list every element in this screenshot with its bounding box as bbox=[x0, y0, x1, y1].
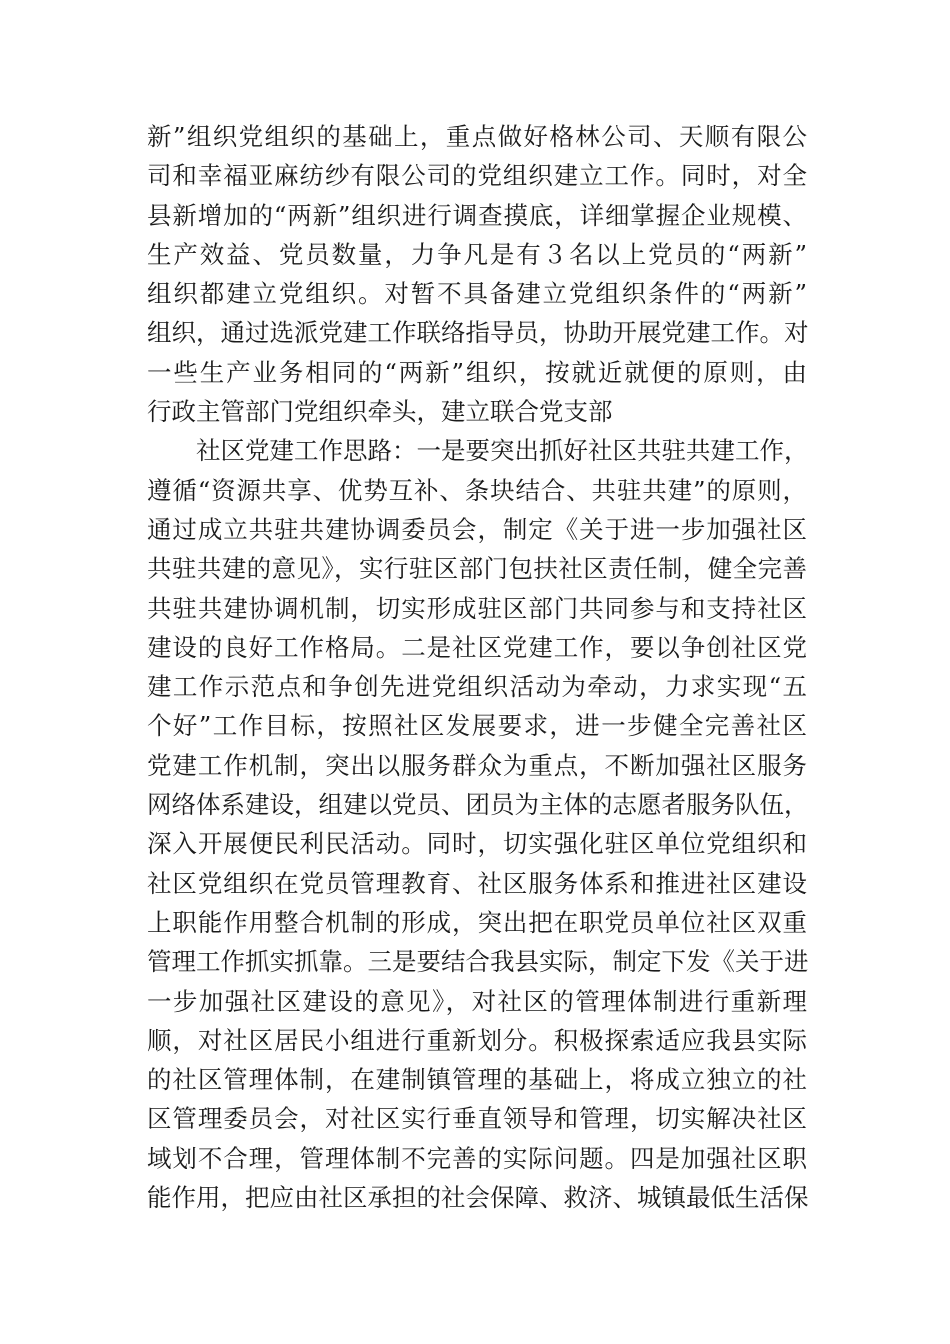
text-line: 建工作示范点和争创先进党组织活动为牵动，力求实现“五 bbox=[147, 672, 807, 702]
text-line: 区管理委员会，对社区实行垂直领导和管理，切实解决社区 bbox=[147, 1104, 807, 1134]
text-line: 管理工作抓实抓靠。三是要结合我县实际，制定下发《关于进 bbox=[147, 947, 809, 977]
text-line: 遵循“资源共享、优势互补、条块结合、共驻共建”的原则， bbox=[147, 475, 807, 505]
text-line: 的社区管理体制，在建制镇管理的基础上，将成立独立的社 bbox=[147, 1065, 807, 1095]
text-line: 生产效益、党员数量，力争凡是有３名以上党员的“两新” bbox=[147, 239, 807, 269]
text-line: 通过成立共驻共建协调委员会，制定《关于进一步加强社区 bbox=[147, 514, 807, 544]
text-line: 域划不合理，管理体制不完善的实际问题。四是加强社区职 bbox=[147, 1143, 807, 1173]
text-line: 司和幸福亚麻纺纱有限公司的党组织建立工作。同时，对全 bbox=[147, 161, 807, 191]
text-line: 网络体系建设，组建以党员、团员为主体的志愿者服务队伍， bbox=[147, 790, 809, 820]
text-line: 社区党组织在党员管理教育、社区服务体系和推进社区建设 bbox=[147, 868, 807, 898]
text-line: 建设的良好工作格局。二是社区党建工作，要以争创社区党 bbox=[147, 632, 807, 662]
text-line: 新”组织党组织的基础上，重点做好格林公司、天顺有限公 bbox=[147, 122, 807, 151]
text-line: 党建工作机制，突出以服务群众为重点，不断加强社区服务 bbox=[147, 750, 807, 780]
text-line: 共驻共建协调机制，切实形成驻区部门共同参与和支持社区 bbox=[147, 593, 807, 623]
paragraph-start-line: 社区党建工作思路：一是要突出抓好社区共驻共建工作， bbox=[196, 436, 809, 466]
text-line: 深入开展便民利民活动。同时，切实强化驻区单位党组织和 bbox=[147, 829, 807, 859]
text-line: 上职能作用整合机制的形成，突出把在职党员单位社区双重 bbox=[147, 907, 807, 937]
text-line: 县新增加的“两新”组织进行调查摸底，详细掌握企业规模、 bbox=[147, 200, 807, 230]
text-line: 能作用，把应由社区承担的社会保障、救济、城镇最低生活保 bbox=[147, 1183, 809, 1213]
text-line: 一些生产业务相同的“两新”组织，按就近就便的原则，由 bbox=[147, 357, 807, 387]
text-line: 一步加强社区建设的意见》，对社区的管理体制进行重新理 bbox=[147, 986, 807, 1016]
body-text bbox=[147, 117, 807, 1217]
paragraph-end-line: 行政主管部门党组织牵头，建立联合党支部 bbox=[147, 397, 613, 427]
text-line: 个好”工作目标，按照社区发展要求，进一步健全完善社区 bbox=[147, 711, 807, 741]
text-line: 顺，对社区居民小组进行重新划分。积极探索适应我县实际 bbox=[147, 1025, 807, 1055]
text-line: 组织都建立党组织。对暂不具备建立党组织条件的“两新” bbox=[147, 279, 807, 309]
text-line: 共驻共建的意见》，实行驻区部门包扶社区责任制，健全完善 bbox=[147, 554, 807, 584]
text-line: 组织，通过选派党建工作联络指导员，协助开展党建工作。对 bbox=[147, 318, 809, 348]
